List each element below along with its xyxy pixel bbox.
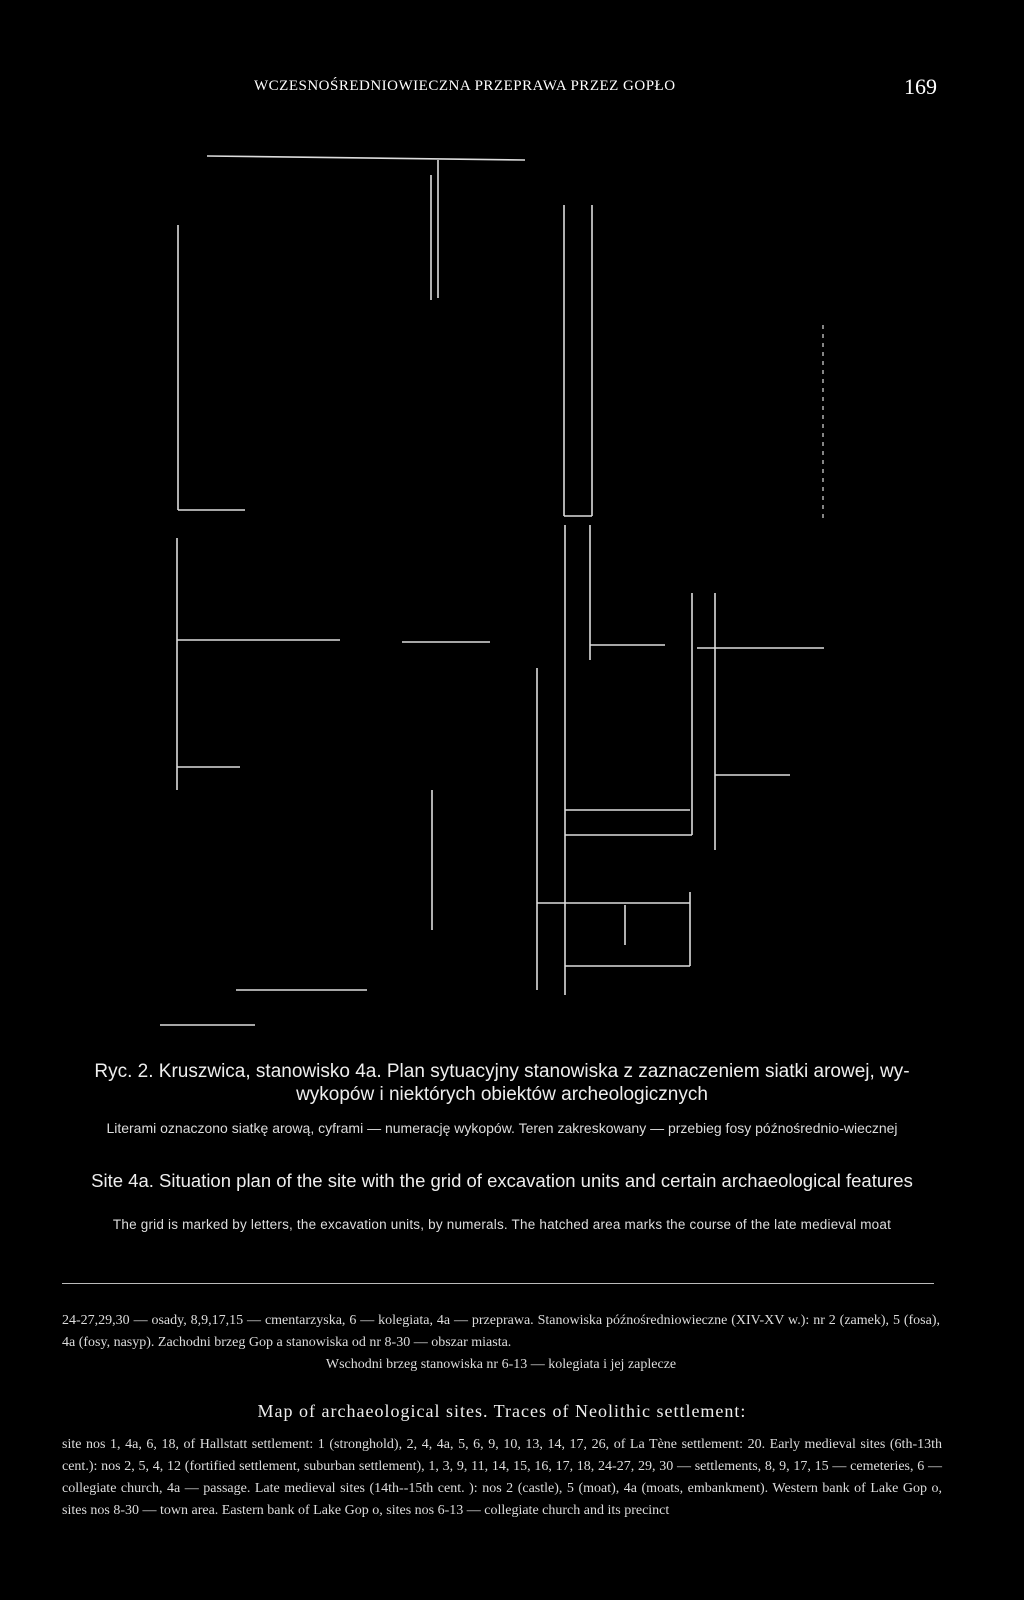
sites-pl-line: Wschodni brzeg stanowiska nr 6-13 — kolegiata i jej zaplecze xyxy=(325,1357,677,1372)
sites-list-en: site nos 1, 4a, 6, 18, of Hallstatt settlement: 1 (stronghold), 2, 4, 4a, 5, 6, 9, 10, 13, 14, 17, 26, of La Tène settlement: 20. Early medieval sites (6th-13th cent.): nos 2, 5, 4, 12 (fortified settlement, suburban settlement), 1, 3, 9, 11, 14, 15, 16, 17, 18, 24-27, 29, 30 — settlements, 8, 9, 17, 15 — cemeteries, 6 — collegiate church, 4a — passage. Late medieval sites (14th--15th cent. ): nos 2 (castle), 5 (moat), 4a (moats, embankment). Western bank of Lake Gop o, sites nos 8-30 — town area. Eastern bank of Lake Gop o, sites nos 6-13 — collegiate church and its precinct xyxy=(62,1437,942,1518)
caption-pl-title: Ryc. 2. Kruszwica, stanowisko 4a. Plan sytuacyjny stanowiska z zaznaczeniem siatki arowej, wy-wykopów i niektórych obiektów archeologicznych xyxy=(94,1061,910,1105)
caption-pl-subtitle: Literami oznaczono siatkę arową, cyframi — numerację wykopów. Teren zakreskowany — przebieg fosy późnośrednio-wiecznej xyxy=(106,1120,898,1136)
caption-en-title: Site 4a. Situation plan of the site with the grid of excavation units and certain archaeological features xyxy=(91,1170,913,1191)
running-title: WCZESNOŚREDNIOWIECZNA PRZEPRAWA PRZEZ GOPŁO xyxy=(254,78,676,94)
sites-pl-line: (XIV-XV w.): nr 2 (zamek), 5 (fosa), 4a (fosy, nasyp). Zachodni brzeg Gop a stanowiska od nr 8-30 — obszar miasta. xyxy=(62,1313,941,1350)
sites-list-pl xyxy=(62,1310,940,1376)
caption-en-subtitle: The grid is marked by letters, the excavation units, by numerals. The hatched area marks the course of the late medieval moat xyxy=(112,1217,892,1232)
sites-pl-line: 24-27,29,30 — osady, 8,9,17,15 — cmentarzyska, 6 — kolegiata, 4a — przeprawa. Stanowiska późnośredniowieczne xyxy=(62,1313,728,1328)
plan-line xyxy=(207,156,525,160)
page-number: 169 xyxy=(904,74,937,99)
divider xyxy=(62,1283,934,1284)
map-title: Map of archaeological sites. Traces of Neolithic settlement: xyxy=(257,1401,747,1421)
